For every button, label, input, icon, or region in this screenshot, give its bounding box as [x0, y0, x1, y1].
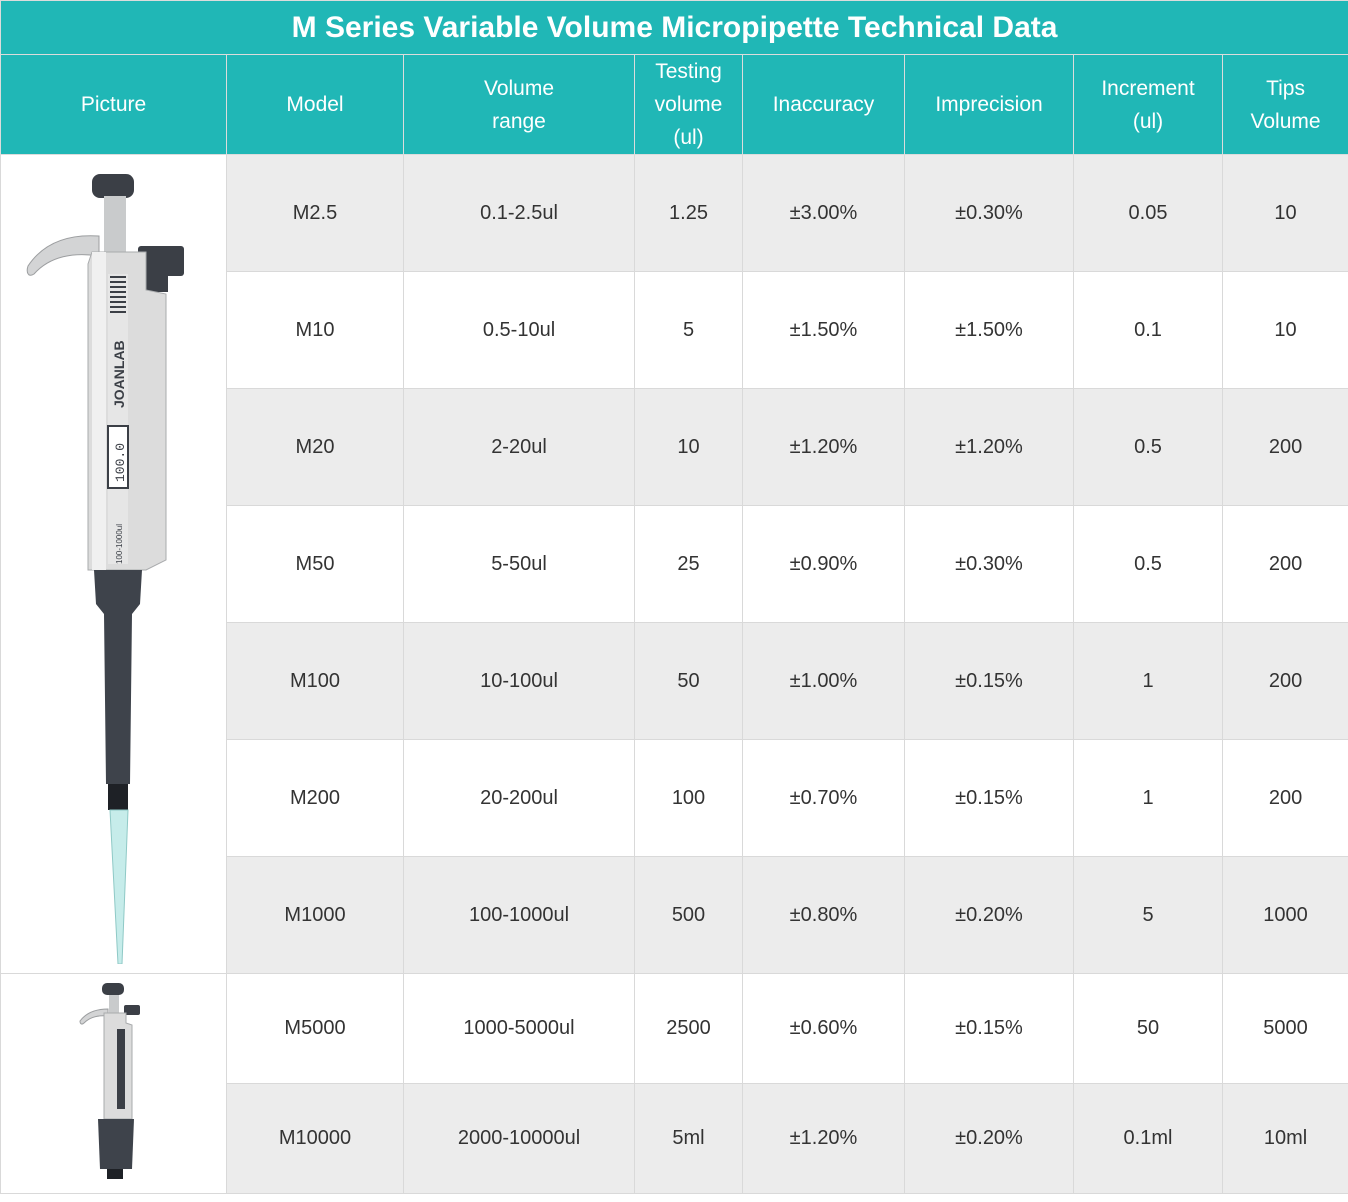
- cell-imprecision: ±0.15%: [905, 740, 1074, 857]
- cell-range: 0.1-2.5ul: [404, 155, 635, 272]
- cell-model: M2.5: [227, 155, 404, 272]
- cell-increment: 0.1ml: [1074, 1084, 1223, 1194]
- cell-imprecision: ±1.50%: [905, 272, 1074, 389]
- cell-tips: 5000: [1223, 974, 1348, 1084]
- cell-model: M1000: [227, 857, 404, 974]
- range-label: 100-1000ul: [114, 523, 124, 564]
- header-increment: [1074, 55, 1223, 155]
- header-line: Imprecision: [935, 93, 1043, 116]
- cell-increment: 50: [1074, 974, 1223, 1084]
- header-line: Picture: [80, 93, 147, 116]
- cell-model: M10000: [227, 1084, 404, 1194]
- cell-testing: 1.25: [635, 155, 743, 272]
- cell-inaccuracy: ±0.70%: [743, 740, 905, 857]
- cell-inaccuracy: ±0.90%: [743, 506, 905, 623]
- volume-display: 100.0: [112, 442, 128, 482]
- cell-testing: 10: [635, 389, 743, 506]
- cell-imprecision: ±0.30%: [905, 506, 1074, 623]
- cell-testing: 25: [635, 506, 743, 623]
- cell-tips: 10ml: [1223, 1084, 1348, 1194]
- cell-inaccuracy: ±1.50%: [743, 272, 905, 389]
- header-testing-volume: [635, 55, 743, 155]
- cell-inaccuracy: ±1.20%: [743, 1084, 905, 1194]
- cell-tips: 10: [1223, 155, 1348, 272]
- cell-model: M100: [227, 623, 404, 740]
- header-volume-range: [404, 55, 635, 155]
- table-body: [1, 155, 1348, 1194]
- cell-testing: 100: [635, 740, 743, 857]
- header-tips-volume: [1223, 55, 1348, 155]
- header-line: volume: [654, 93, 723, 116]
- cell-range: 20-200ul: [404, 740, 635, 857]
- brand-mark: JOANLAB: [110, 340, 127, 408]
- cell-range: 2-20ul: [404, 389, 635, 506]
- cell-range: 10-100ul: [404, 623, 635, 740]
- header-line: Tips: [1266, 76, 1305, 100]
- header-line: Volume: [1250, 109, 1321, 133]
- cell-inaccuracy: ±3.00%: [743, 155, 905, 272]
- cell-testing: 500: [635, 857, 743, 974]
- cell-imprecision: ±0.15%: [905, 974, 1074, 1084]
- cell-increment: 0.5: [1074, 389, 1223, 506]
- cell-tips: 200: [1223, 623, 1348, 740]
- picture-cell-standard: [1, 155, 227, 974]
- cell-imprecision: ±0.15%: [905, 623, 1074, 740]
- cell-inaccuracy: ±1.00%: [743, 623, 905, 740]
- header-line: Increment: [1101, 76, 1195, 100]
- cell-model: M50: [227, 506, 404, 623]
- cell-model: M200: [227, 740, 404, 857]
- header-line: (ul): [673, 126, 704, 149]
- picture-cell-large-volume: [1, 974, 227, 1194]
- cell-inaccuracy: ±0.80%: [743, 857, 905, 974]
- cell-inaccuracy: ±0.60%: [743, 974, 905, 1084]
- cell-tips: 200: [1223, 506, 1348, 623]
- table-title: M Series Variable Volume Micropipette Technical Data: [1, 1, 1348, 55]
- header-line: (ul): [1132, 109, 1164, 133]
- cell-imprecision: ±1.20%: [905, 389, 1074, 506]
- cell-tips: 1000: [1223, 857, 1348, 974]
- cell-model: M5000: [227, 974, 404, 1084]
- pipette-large-image: [14, 164, 214, 964]
- cell-imprecision: ±0.30%: [905, 155, 1074, 272]
- cell-increment: 1: [1074, 740, 1223, 857]
- cell-increment: 0.1: [1074, 272, 1223, 389]
- cell-range: 0.5-10ul: [404, 272, 635, 389]
- cell-inaccuracy: ±1.20%: [743, 389, 905, 506]
- cell-tips: 200: [1223, 740, 1348, 857]
- header-picture: [1, 55, 227, 155]
- header-inaccuracy: [743, 55, 905, 155]
- cell-increment: 0.5: [1074, 506, 1223, 623]
- cell-range: 5-50ul: [404, 506, 635, 623]
- cell-tips: 200: [1223, 389, 1348, 506]
- table-row: [1, 974, 1348, 1084]
- pipette-small-image: [74, 979, 154, 1189]
- cell-range: 100-1000ul: [404, 857, 635, 974]
- cell-testing: 5ml: [635, 1084, 743, 1194]
- header-line: Testing: [655, 60, 722, 83]
- header-imprecision: [905, 55, 1074, 155]
- cell-tips: 10: [1223, 272, 1348, 389]
- header-model: [227, 55, 404, 155]
- header-row: [1, 55, 1348, 155]
- cell-increment: 1: [1074, 623, 1223, 740]
- cell-model: M10: [227, 272, 404, 389]
- cell-imprecision: ±0.20%: [905, 1084, 1074, 1194]
- cell-imprecision: ±0.20%: [905, 857, 1074, 974]
- cell-range: 2000-10000ul: [404, 1084, 635, 1194]
- table-row: [1, 155, 1348, 272]
- header-line: range: [492, 109, 546, 133]
- header-line: Model: [286, 93, 344, 116]
- cell-increment: 0.05: [1074, 155, 1223, 272]
- cell-testing: 2500: [635, 974, 743, 1084]
- cell-testing: 50: [635, 623, 743, 740]
- header-line: Inaccuracy: [772, 93, 875, 116]
- cell-increment: 5: [1074, 857, 1223, 974]
- cell-model: M20: [227, 389, 404, 506]
- cell-testing: 5: [635, 272, 743, 389]
- cell-range: 1000-5000ul: [404, 974, 635, 1084]
- header-line: Volume: [483, 76, 555, 100]
